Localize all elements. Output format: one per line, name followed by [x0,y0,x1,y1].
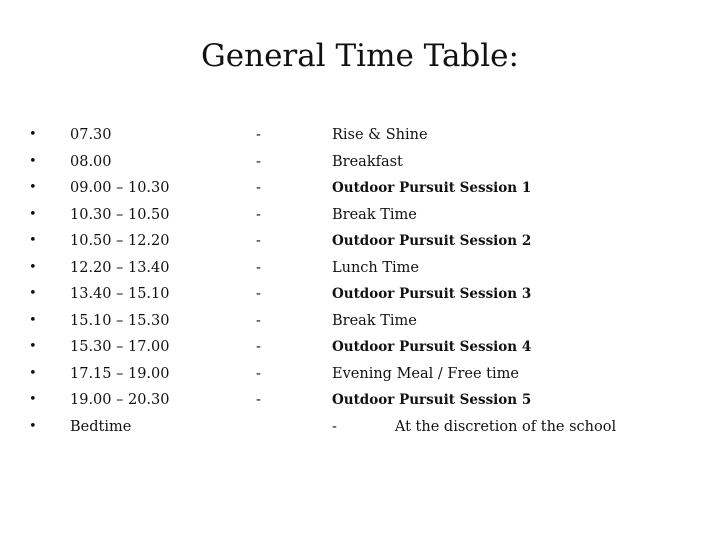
schedule-activity [332,175,531,202]
schedule-separator: - [256,153,261,170]
bullet-icon: • [29,206,37,222]
schedule-time: 13.40 – 15.10 [70,286,170,302]
activity-label: Break Time [332,312,417,329]
schedule-separator: - [256,392,261,408]
schedule-separator: - [256,365,261,382]
bullet-icon: • [29,259,37,275]
schedule-activity [332,202,417,229]
activity-label: Evening Meal / Free time [332,365,519,382]
activity-label: At the discretion of the school [394,418,617,435]
bullet-icon: • [29,418,37,434]
schedule-row [0,334,720,361]
schedule-time: 15.10 – 15.30 [70,312,170,329]
schedule-row [0,202,720,229]
schedule-activity [332,228,531,255]
schedule-time: 08.00 [70,153,112,170]
schedule-activity [332,149,403,176]
schedule-list [0,122,720,440]
schedule-activity [332,122,428,149]
bullet-icon: • [29,339,37,354]
bullet-icon: • [29,127,37,142]
schedule-separator: - [256,127,261,143]
activity-label: Outdoor Pursuit Session 5 [332,392,532,408]
schedule-separator: - [256,180,261,196]
bullet-icon: • [29,286,37,301]
bullet-icon: • [29,392,37,407]
schedule-time: 10.30 – 10.50 [70,206,170,223]
schedule-activity [332,414,616,441]
schedule-separator: - [256,339,261,355]
schedule-row [0,387,720,414]
schedule-activity [332,281,531,308]
schedule-activity [332,334,531,361]
page-title: General Time Table: [201,38,519,74]
schedule-separator: - [256,259,261,276]
schedule-time: 10.50 – 12.20 [70,233,170,249]
schedule-time: 12.20 – 13.40 [70,259,170,276]
schedule-row [0,175,720,202]
schedule-row [0,414,720,441]
activity-label: Lunch Time [332,259,420,276]
schedule-row [0,122,720,149]
schedule-row [0,255,720,282]
schedule-activity [332,361,519,388]
activity-label: Outdoor Pursuit Session 1 [332,180,532,196]
schedule-time: 15.30 – 17.00 [70,339,170,355]
schedule-separator: - [256,206,261,223]
schedule-row [0,228,720,255]
activity-prefix: - [332,418,337,435]
schedule-separator: - [256,312,261,329]
activity-label: Breakfast [332,153,403,170]
schedule-row [0,308,720,335]
schedule-row [0,281,720,308]
bullet-icon: • [29,312,37,328]
bullet-icon: • [29,153,37,169]
activity-label: Outdoor Pursuit Session 4 [332,339,532,355]
schedule-time: 17.15 – 19.00 [70,365,170,382]
activity-label: Outdoor Pursuit Session 3 [332,286,532,302]
bullet-icon: • [29,180,37,195]
schedule-time: 09.00 – 10.30 [70,180,170,196]
schedule-time: 07.30 [70,127,112,143]
schedule-separator: - [256,286,261,302]
schedule-activity [332,308,417,335]
schedule-activity [332,387,531,414]
activity-label: Outdoor Pursuit Session 2 [332,233,532,249]
schedule-separator: - [256,233,261,249]
bullet-icon: • [29,233,37,248]
activity-label: Rise & Shine [332,127,428,143]
schedule-activity [332,255,419,282]
activity-label: Break Time [332,206,417,223]
schedule-time: 19.00 – 20.30 [70,392,170,408]
schedule-time: Bedtime [70,418,132,435]
schedule-row [0,361,720,388]
schedule-row [0,149,720,176]
bullet-icon: • [29,365,37,381]
